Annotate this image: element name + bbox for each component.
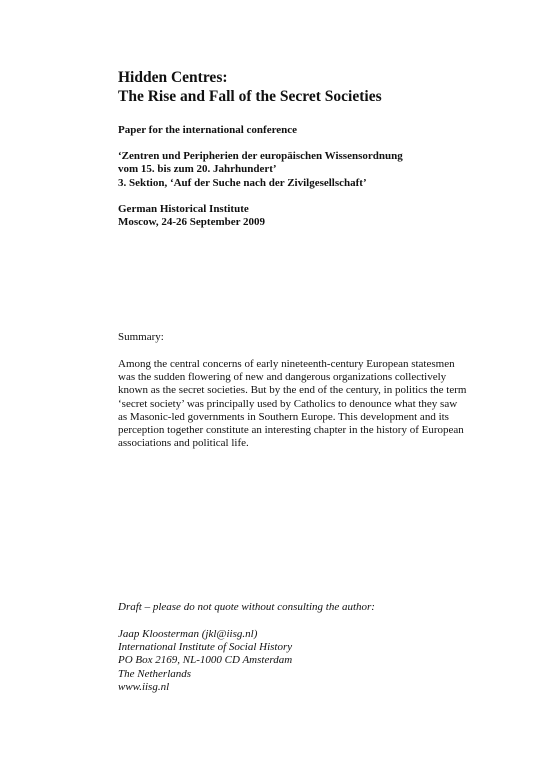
summary-line: perception together constitute an interesting chapter in the history of European	[118, 424, 464, 437]
conference-title-line-1: ‘Zentren und Peripherien der europäischen Wissensordnung	[118, 150, 403, 163]
conference-title	[118, 150, 538, 190]
paper-title-line-1: Hidden Centres:	[118, 69, 228, 86]
conference-title-line-2: vom 15. bis zum 20. Jahrhundert’	[118, 163, 277, 176]
conference-intro: Paper for the international conference	[118, 124, 298, 136]
summary-line: associations and political life.	[118, 437, 249, 450]
author-country: The Netherlands	[118, 667, 192, 680]
conference-venue	[118, 203, 538, 229]
paper-title-line-2: The Rise and Fall of the Secret Societies	[118, 88, 382, 105]
summary-text	[118, 358, 548, 450]
author-name-email: Jaap Kloosterman (jkl@iisg.nl)	[118, 628, 258, 640]
author-address: PO Box 2169, NL-1000 CD Amsterdam	[118, 654, 293, 667]
summary-line: as Masonic-led governments in Southern Europe. This development and its	[118, 410, 449, 423]
summary-label: Summary:	[118, 331, 164, 343]
conference-section: 3. Sektion, ‘Auf der Suche nach der Zivilgesellschaft’	[118, 176, 367, 189]
summary-line: Among the central concerns of early nineteenth-century European statesmen	[118, 358, 455, 370]
author-website: www.iisg.nl	[118, 680, 170, 693]
venue-date: Moscow, 24-26 September 2009	[118, 216, 266, 229]
summary-line: ‘secret society’ was principally used by Catholics to denounce what they saw	[118, 397, 458, 410]
conference-info	[118, 124, 538, 242]
draft-note: Draft – please do not quote without consulting the author:	[118, 601, 375, 613]
paper-title	[118, 68, 538, 106]
summary-line: known as the secret societies. But by the end of the century, in politics the term	[118, 384, 467, 397]
author-contact	[118, 628, 292, 694]
summary-line: was the sudden flowering of new and dangerous organizations collectively	[118, 371, 447, 384]
venue-institute: German Historical Institute	[118, 202, 249, 215]
author-institution: International Institute of Social History	[118, 641, 293, 654]
